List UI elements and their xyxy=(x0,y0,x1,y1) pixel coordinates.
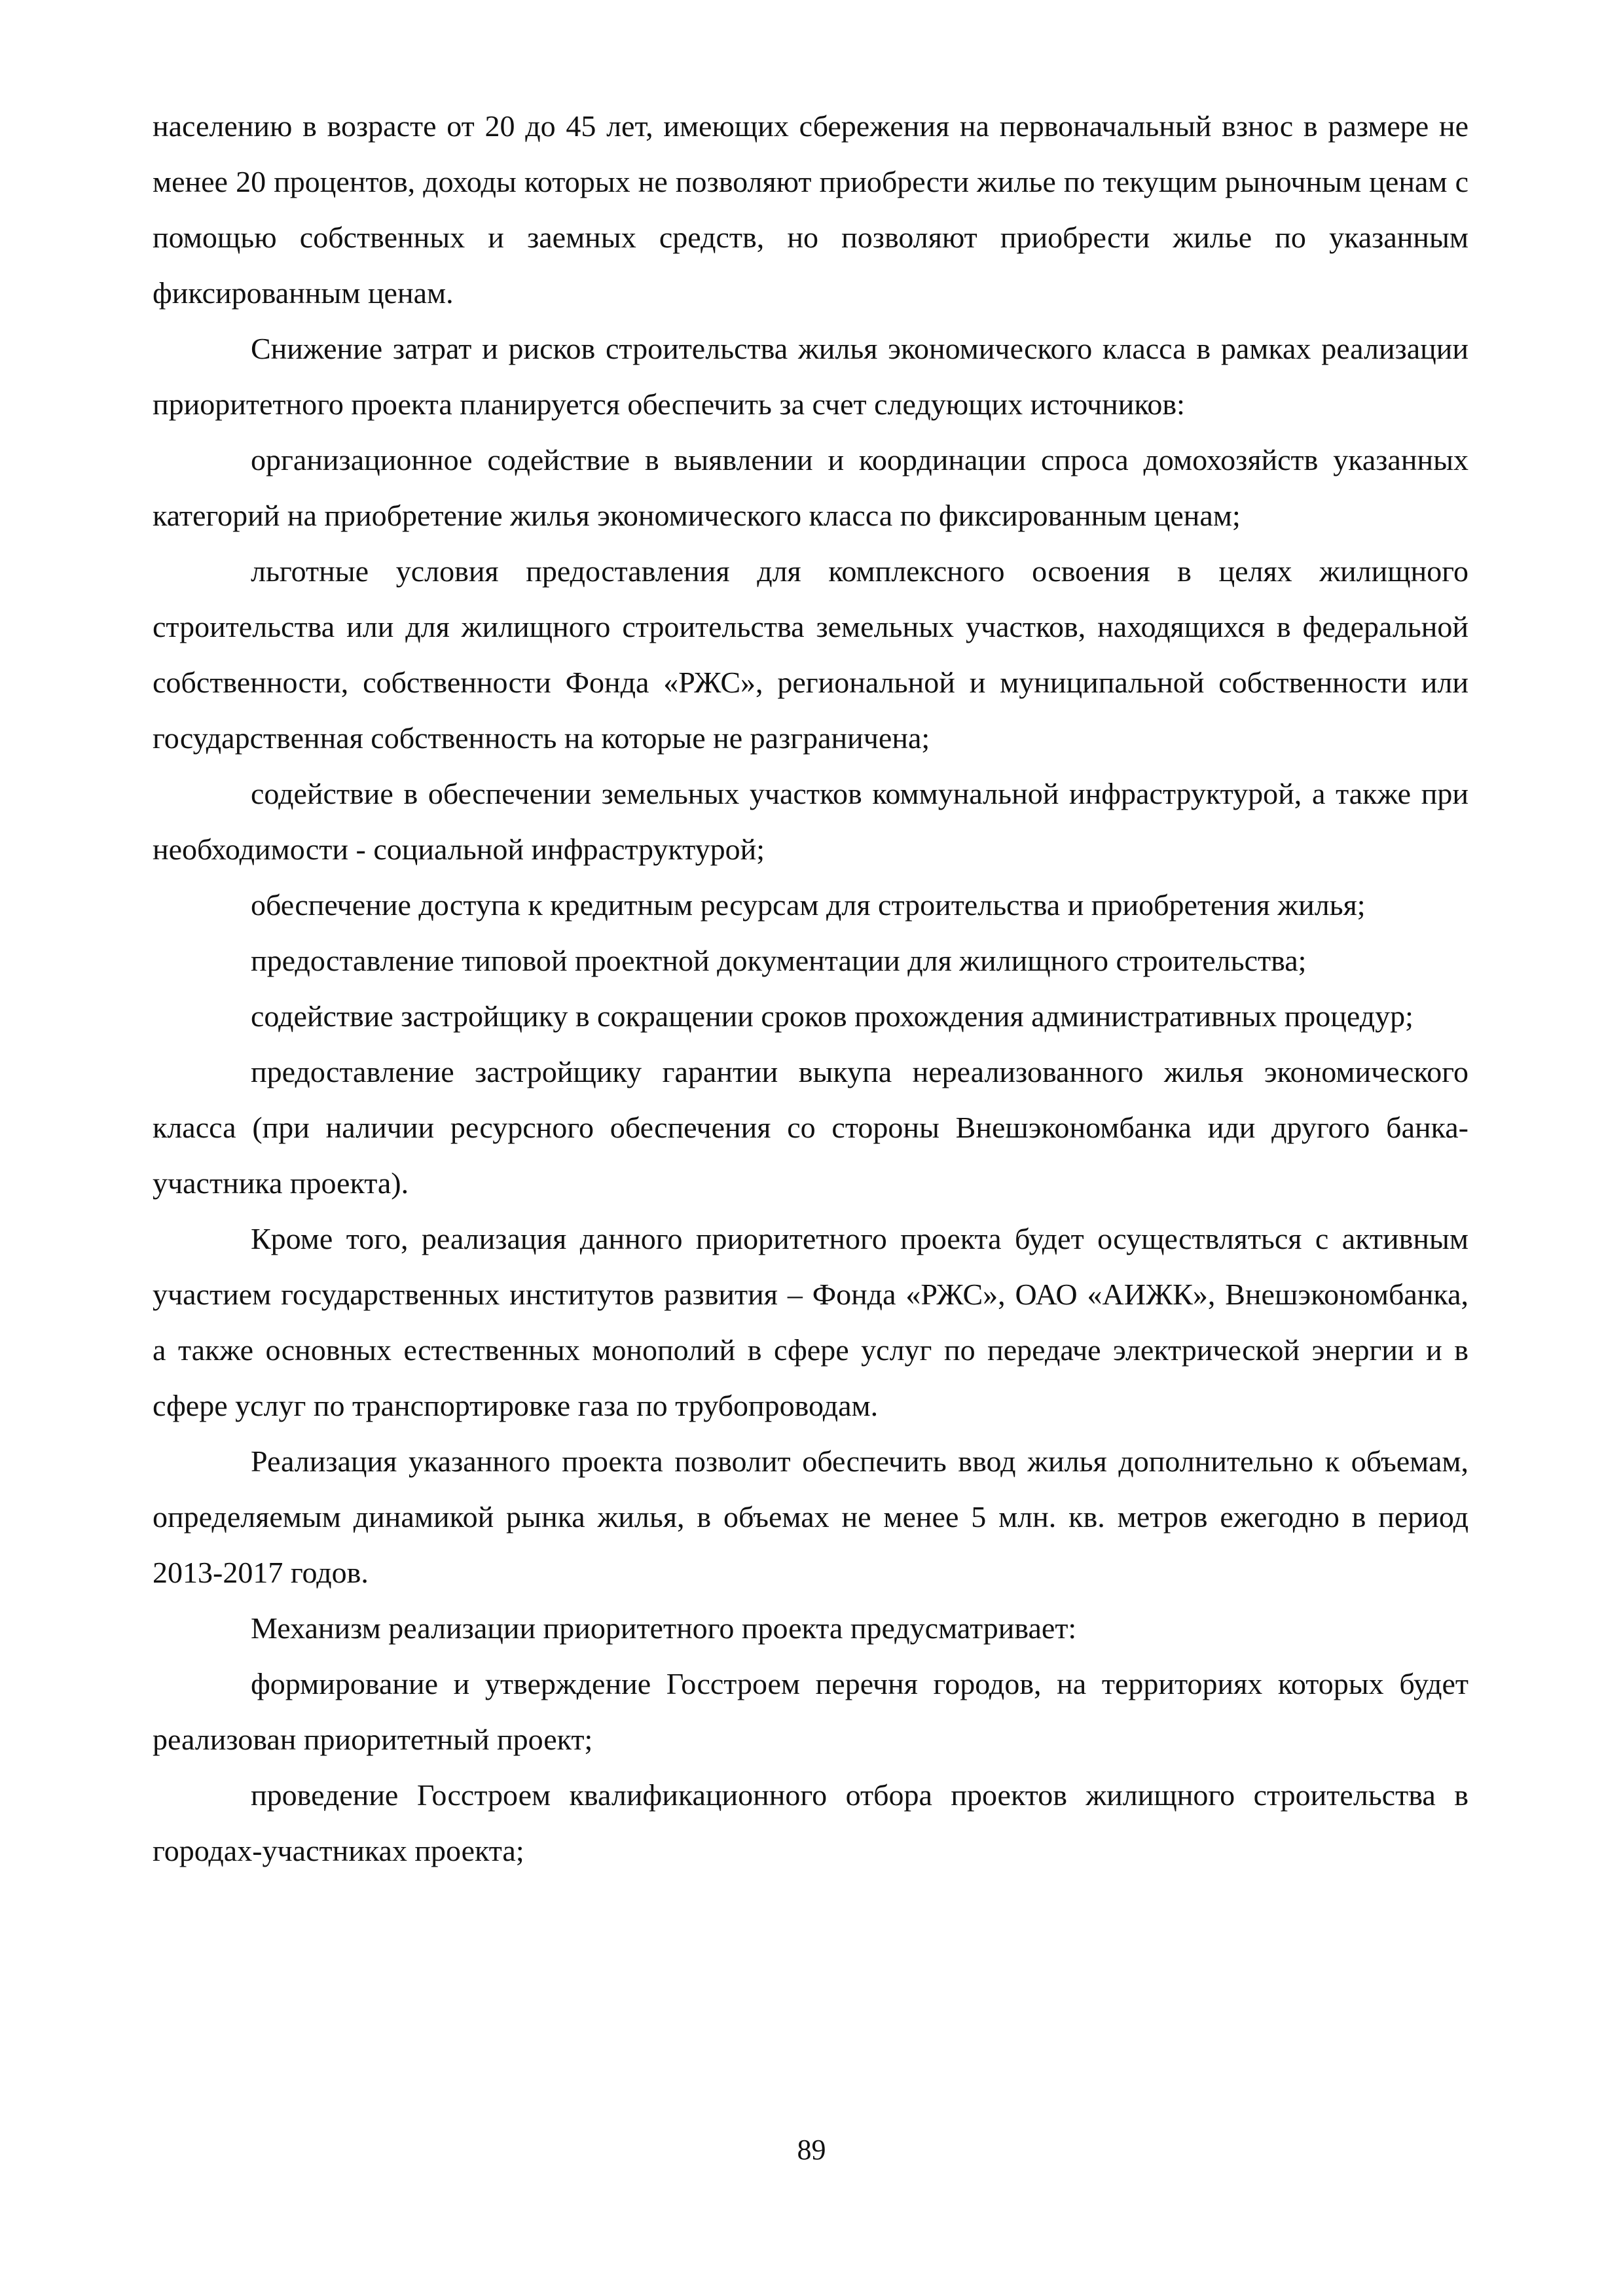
paragraph-1: населению в возрасте от 20 до 45 лет, имеющих сбережения на первоначальный взнос в размере не менее 20 процентов, доходы которых не позволяют приобрести жилье по текущим рыночным ценам с помощью собственных и заемных средств, но позволяют приобрести жилье по указанным фиксированным ценам. xyxy=(153,109,1468,310)
page-number: 89 xyxy=(797,2134,826,2166)
paragraph-6: обеспечение доступа к кредитным ресурсам для строительства и приобретения жилья; xyxy=(251,888,1366,922)
paragraph-13: формирование и утверждение Госстроем перечня городов, на территориях которых будет реализован приоритетный проект; xyxy=(153,1667,1468,1756)
paragraph-3: организационное содействие в выявлении и координации спроса домохозяйств указанных категорий на приобретение жилья экономического класса по фиксированным ценам; xyxy=(153,443,1468,532)
paragraph-11: Реализация указанного проекта позволит обеспечить ввод жилья дополнительно к объемам, определяемым динамикой рынка жилья, в объемах не менее 5 млн. кв. метров ежегодно в период 2013-2017 годов. xyxy=(153,1444,1468,1589)
paragraph-8: содействие застройщику в сокращении сроков прохождения административных процедур; xyxy=(251,999,1413,1033)
paragraph-4: льготные условия предоставления для комплексного освоения в целях жилищного строительства или для жилищного строительства земельных участков, находящихся в федеральной собственности, собственности Фонда «РЖС», региональной и муниципальной собственности или государственная собственность на которые не разграничена; xyxy=(153,554,1468,755)
paragraph-7: предоставление типовой проектной документации для жилищного строительства; xyxy=(251,944,1307,977)
paragraph-10: Кроме того, реализация данного приоритетного проекта будет осуществляться с активным участием государственных институтов развития – Фонда «РЖС», ОАО «АИЖК», Внешэкономбанка, а также основных естественных монополий в сфере услуг по передаче электрической энергии и в сфере услуг по транспортировке газа по трубопроводам. xyxy=(153,1222,1468,1422)
paragraph-9: предоставление застройщику гарантии выкупа нереализованного жилья экономического класса (при наличии ресурсного обеспечения со стороны Внешэкономбанка иди другого банка-участника проекта). xyxy=(153,1055,1468,1200)
paragraph-5: содействие в обеспечении земельных участков коммунальной инфраструктурой, а также при необходимости - социальной инфраструктурой; xyxy=(153,777,1468,866)
paragraph-2: Снижение затрат и рисков строительства жилья экономического класса в рамках реализации приоритетного проекта планируется обеспечить за счет следующих источников: xyxy=(153,332,1468,421)
document-body xyxy=(153,98,1468,1878)
paragraph-12: Механизм реализации приоритетного проекта предусматривает: xyxy=(251,1611,1077,1645)
paragraph-14: проведение Госстроем квалификационного отбора проектов жилищного строительства в городах-участниках проекта; xyxy=(153,1778,1468,1867)
